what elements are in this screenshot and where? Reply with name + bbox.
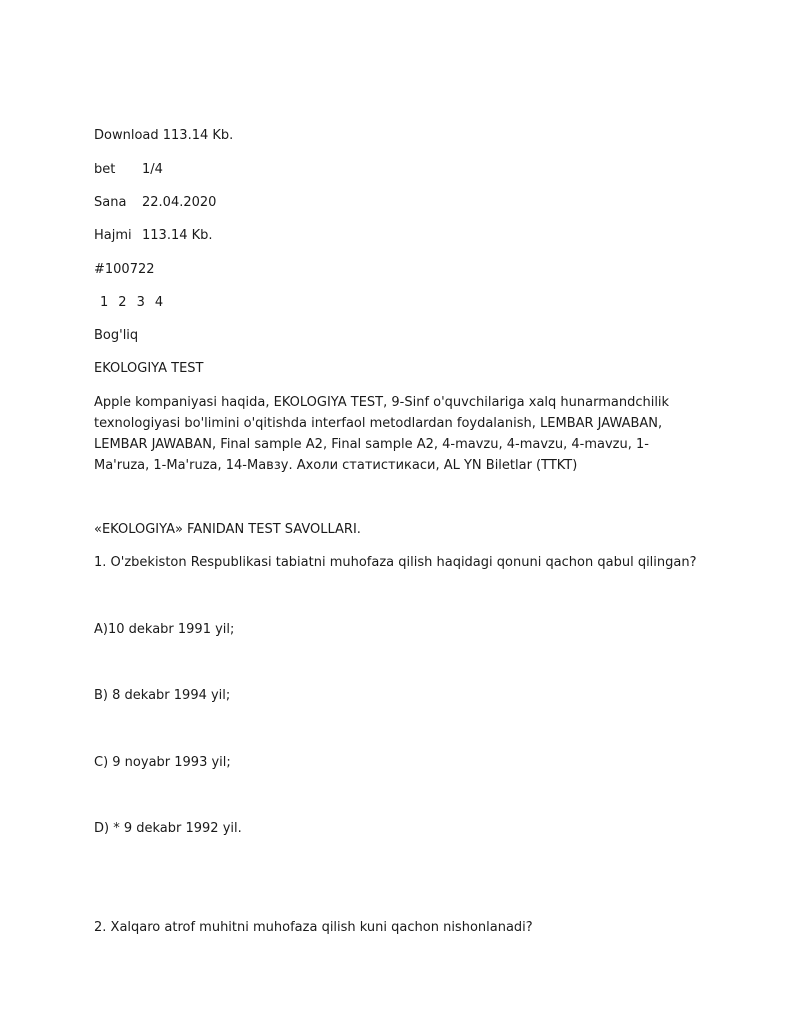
- question-1-option-b: B) 8 dekabr 1994 yil;: [94, 688, 231, 703]
- related-link[interactable]: 4-mavzu: [442, 437, 499, 452]
- page-link-4[interactable]: 4: [154, 295, 164, 310]
- document-title: EKOLOGIYA TEST: [94, 361, 204, 376]
- related-links: Apple kompaniyasi haqida, EKOLOGIYA TEST, 9-Sinf o'quvchilariga xalq hunarmandchilik texnologiyasi bo'limini o'qitishda interfaol metodlardan foydalanish, LEMBAR JAWABAN, LEMBAR JAWABAN, Final sample A2, Final sample A2, 4-mavzu, 4-mavzu, 4-mavzu, 1-Ma'ruza, 1-Ma'ruza, 14-Мавзу. Ахоли статистикаси, AL YN Biletlar (TTKT): [94, 395, 670, 473]
- page-link-1[interactable]: 1: [100, 295, 109, 310]
- question-2: 2. Xalqaro atrof muhitni muhofaza qilish kuni qachon nishonlanadi?: [94, 920, 533, 935]
- document-id: #100722: [94, 262, 155, 277]
- bet-label: bet: [94, 162, 116, 177]
- pagination: [94, 295, 163, 311]
- related-link[interactable]: 4-mavzu: [506, 437, 564, 452]
- related-link[interactable]: EKOLOGIYA TEST: [273, 395, 384, 410]
- question-1-option-d: D) * 9 dekabr 1992 yil.: [94, 821, 242, 836]
- related-link[interactable]: Apple kompaniyasi haqida: [94, 395, 266, 410]
- related-link[interactable]: Final sample A2: [331, 437, 434, 452]
- related-link[interactable]: 4-mavzu: [571, 437, 628, 452]
- hajmi-label: Hajmi: [94, 228, 132, 243]
- section-title: «EKOLOGIYA» FANIDAN TEST SAVOLLARI.: [94, 522, 361, 537]
- bet-value: 1/4: [142, 162, 163, 177]
- question-1-option-a: A)10 dekabr 1991 yil;: [94, 622, 235, 637]
- page-link-2[interactable]: 2: [118, 295, 127, 310]
- related-link[interactable]: 1-Ma'ruza: [153, 458, 218, 473]
- meta-sana: [94, 195, 216, 211]
- question-1-option-c: C) 9 noyabr 1993 yil;: [94, 755, 231, 770]
- related-link[interactable]: LEMBAR JAWABAN: [94, 437, 213, 452]
- meta-hajmi: [94, 228, 213, 244]
- question-1: 1. O'zbekiston Respublikasi tabiatni muhofaza qilish haqidagi qonuni qachon qabul qilingan?: [94, 555, 697, 570]
- related-link[interactable]: 9-Sinf o'quvchilariga xalq hunarmandchilik texnologiyasi bo'limini o'qitishda interfaol metodlardan foydalanish: [94, 395, 670, 431]
- related-link[interactable]: AL YN Biletlar (TTKT): [443, 458, 578, 473]
- related-link[interactable]: Final sample A2: [220, 437, 323, 452]
- related-link[interactable]: 1-Ma'ruza: [94, 437, 649, 473]
- sana-value: 22.04.2020: [142, 195, 217, 210]
- page-link-3[interactable]: 3: [136, 295, 145, 310]
- sana-label: Sana: [94, 195, 127, 210]
- related-link[interactable]: 14-Мавзу. Ахоли статистикаси: [225, 458, 436, 473]
- download-link[interactable]: Download 113.14 Kb.: [94, 128, 234, 143]
- hajmi-value: 113.14 Kb.: [142, 228, 213, 243]
- related-label: Bog'liq: [94, 328, 139, 343]
- meta-bet: [94, 162, 163, 178]
- related-link[interactable]: LEMBAR JAWABAN: [540, 416, 659, 431]
